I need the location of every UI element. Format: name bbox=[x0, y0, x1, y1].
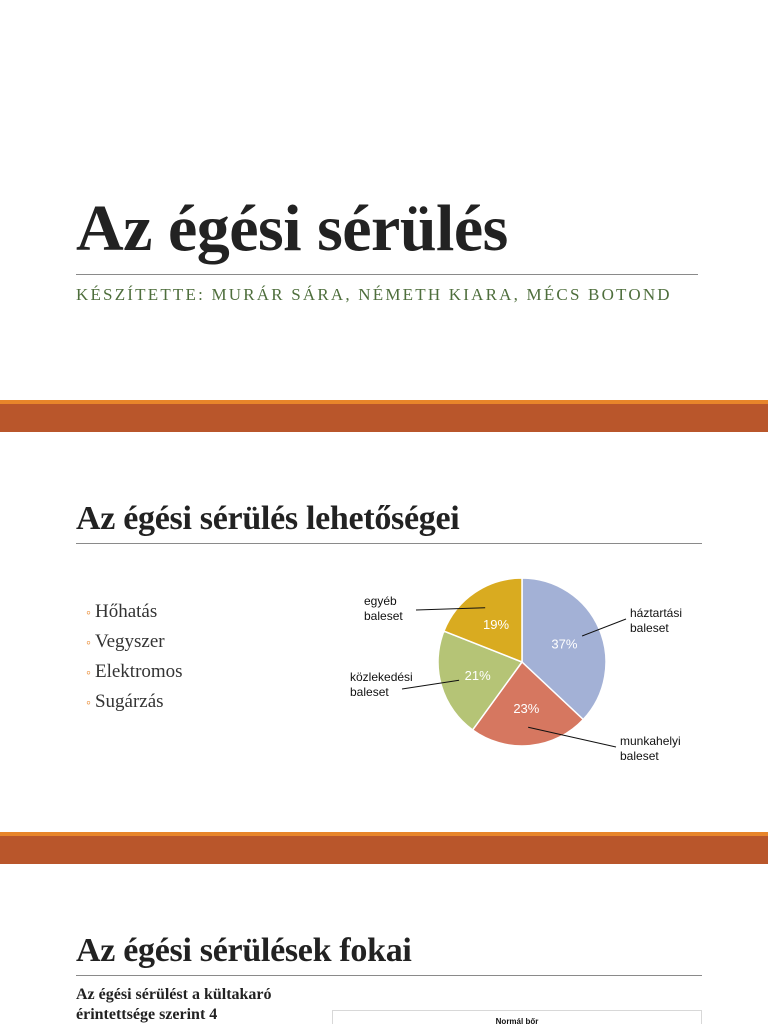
bullet-icon: ◦ bbox=[86, 636, 91, 651]
possibilities-slide bbox=[0, 432, 768, 832]
pie-slice-percent-label: 37% bbox=[551, 636, 578, 652]
slide-title-divider bbox=[76, 543, 702, 544]
title-slide bbox=[0, 0, 768, 400]
list-item-text: Hőhatás bbox=[94, 601, 158, 622]
pie-category-label: baleset bbox=[620, 749, 659, 763]
pie-category-label: baleset bbox=[350, 685, 389, 699]
title-divider bbox=[76, 274, 698, 275]
slide-separator-band bbox=[0, 832, 768, 864]
slide-title: Az égési sérülések fokai bbox=[76, 932, 412, 969]
slide-title: Az égési sérülés lehetőségei bbox=[76, 500, 460, 537]
slide-separator-band bbox=[0, 400, 768, 432]
pie-slice-percent-label: 23% bbox=[513, 700, 540, 716]
pie-slice-percent-label: 19% bbox=[483, 616, 510, 632]
list-item bbox=[86, 598, 183, 628]
list-item-text: Elektromos bbox=[94, 661, 183, 682]
figure-label: Normál bőr bbox=[495, 1017, 539, 1024]
list-item bbox=[86, 688, 183, 718]
presentation-subtitle: KÉSZÍTETTE: MURÁR SÁRA, NÉMETH KIARA, MÉCS BOTOND bbox=[76, 285, 672, 304]
bullet-icon: ◦ bbox=[86, 606, 91, 621]
bullet-list bbox=[86, 598, 183, 718]
list-item bbox=[86, 628, 183, 658]
skin-figure bbox=[332, 1010, 702, 1024]
pie-category-label: munkahelyi bbox=[620, 734, 681, 748]
pie-category-label: baleset bbox=[630, 621, 669, 635]
list-item bbox=[86, 658, 183, 688]
bullet-icon: ◦ bbox=[86, 666, 91, 681]
presentation-title: Az égési sérülés bbox=[76, 192, 508, 265]
accident-pie-chart bbox=[330, 577, 710, 767]
list-item-text: Vegyszer bbox=[94, 631, 165, 652]
pie-category-label: egyéb bbox=[364, 594, 397, 608]
slide-body-text: Az égési sérülést a kültakaró érintettsége szerint 4 bbox=[76, 986, 272, 1023]
pie-slice-percent-label: 21% bbox=[464, 667, 491, 683]
pie-category-label: közlekedési bbox=[350, 670, 413, 684]
bullet-icon: ◦ bbox=[86, 696, 91, 711]
slide-title-divider bbox=[76, 975, 702, 976]
pie-category-label: baleset bbox=[364, 609, 403, 623]
list-item-text: Sugárzás bbox=[94, 691, 164, 712]
pie-category-label: háztartási bbox=[630, 606, 683, 620]
degrees-slide bbox=[0, 864, 768, 1024]
